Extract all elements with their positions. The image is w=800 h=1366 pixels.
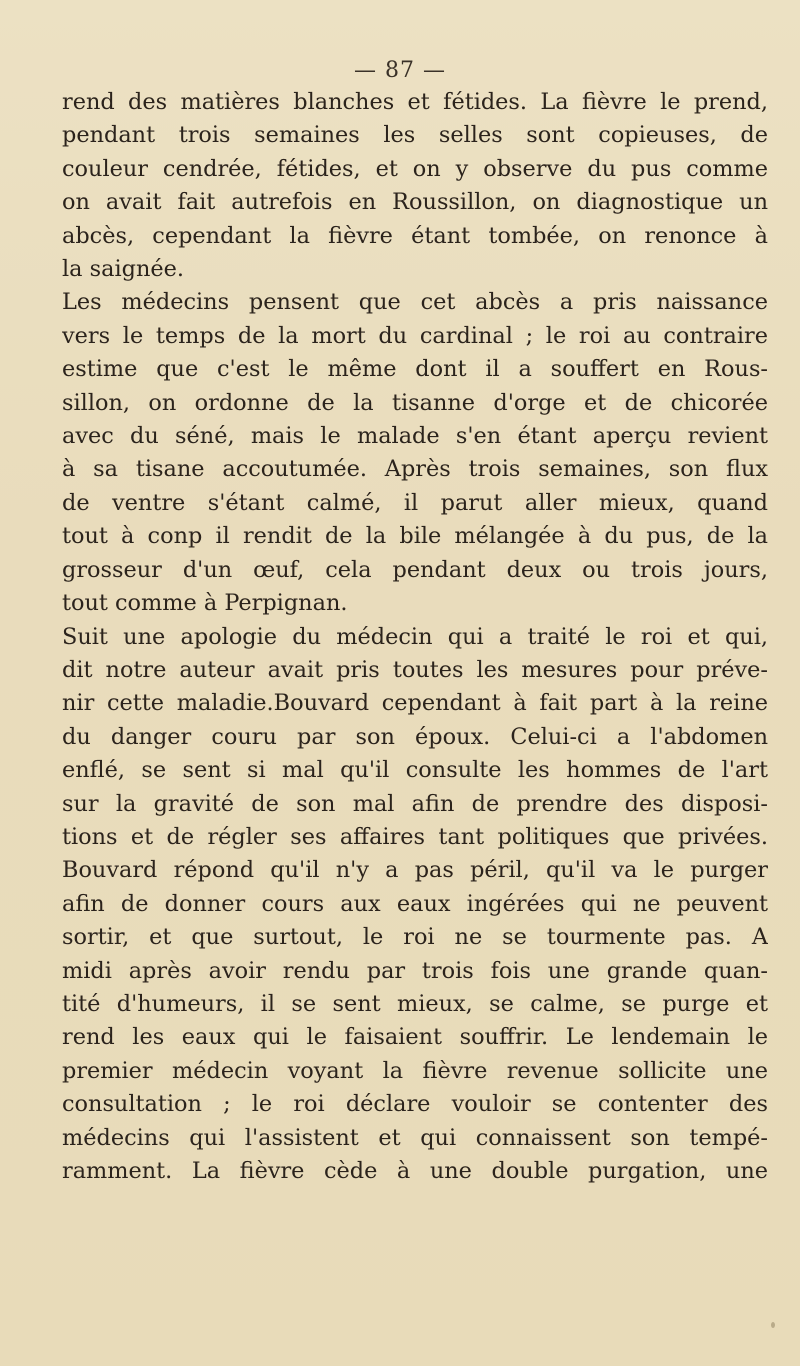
text-line: médecins qui l'assistent et qui connaissent son tempé-	[62, 1124, 768, 1151]
text-line: nir cette maladie.Bouvard cependant à fait part à la reine	[62, 690, 768, 717]
text-line: sortir, et que surtout, le roi ne se tourmente pas. A	[62, 924, 768, 951]
text-line: vers le temps de la mort du cardinal ; le roi au contraire	[62, 322, 768, 349]
text-line: afin de donner cours aux eaux ingérées qui ne peuvent	[62, 890, 768, 917]
text-line: avec du séné, mais le malade s'en étant aperçu revient	[62, 423, 768, 450]
text-line: midi après avoir rendu par trois fois une grande quan-	[62, 957, 768, 984]
body-text	[62, 86, 768, 1188]
text-line: sur la gravité de son mal afin de prendre des disposi-	[62, 790, 768, 817]
text-line: Bouvard répond qu'il n'y a pas péril, qu'il va le purger	[62, 857, 768, 884]
text-line: dit notre auteur avait pris toutes les mesures pour préve-	[62, 656, 768, 683]
paper-speck	[771, 1322, 775, 1328]
text-line: abcès, cependant la fièvre étant tombée, on renonce à	[62, 222, 768, 249]
text-line: la saignée.	[62, 256, 185, 283]
text-line: rend des matières blanches et fétides. La fièvre le prend,	[62, 89, 768, 115]
text-line: couleur cendrée, fétides, et on y observe du pus comme	[62, 155, 768, 182]
text-line: de ventre s'étant calmé, il parut aller mieux, quand	[62, 489, 768, 516]
text-line: du danger couru par son époux. Celui-ci a l'abdomen	[62, 723, 768, 750]
text-line: pendant trois semaines les selles sont copieuses, de	[62, 122, 768, 149]
text-line: Les médecins pensent que cet abcès a pris naissance	[62, 289, 768, 316]
text-line: tions et de régler ses affaires tant politiques que privées.	[62, 823, 768, 850]
text-line: estime que c'est le même dont il a souffert en Rous-	[62, 356, 768, 383]
text-line: ramment. La fièvre cède à une double purgation, une	[62, 1158, 768, 1184]
text-line: grosseur d'un œuf, cela pendant deux ou trois jours,	[62, 556, 768, 583]
text-line: on avait fait autrefois en Roussillon, on diagnostique un	[62, 189, 768, 216]
text-line: tout à conp il rendit de la bile mélangée à du pus, de la	[62, 523, 768, 550]
text-line: rend les eaux qui le faisaient souffrir. Le lendemain le	[62, 1024, 768, 1051]
text-line: enflé, se sent si mal qu'il consulte les hommes de l'art	[62, 757, 768, 784]
text-line: tout comme à Perpignan.	[62, 590, 348, 617]
text-line: tité d'humeurs, il se sent mieux, se calme, se purge et	[62, 990, 768, 1017]
text-line: à sa tisane accoutumée. Après trois semaines, son flux	[62, 456, 768, 483]
text-line: premier médecin voyant la fièvre revenue sollicite une	[62, 1057, 768, 1084]
text-line: Suit une apologie du médecin qui a traité le roi et qui,	[62, 623, 768, 650]
page-number: — 87 —	[354, 58, 446, 83]
text-line: sillon, on ordonne de la tisanne d'orge et de chicorée	[62, 389, 768, 416]
text-line: consultation ; le roi déclare vouloir se contenter des	[62, 1091, 768, 1118]
